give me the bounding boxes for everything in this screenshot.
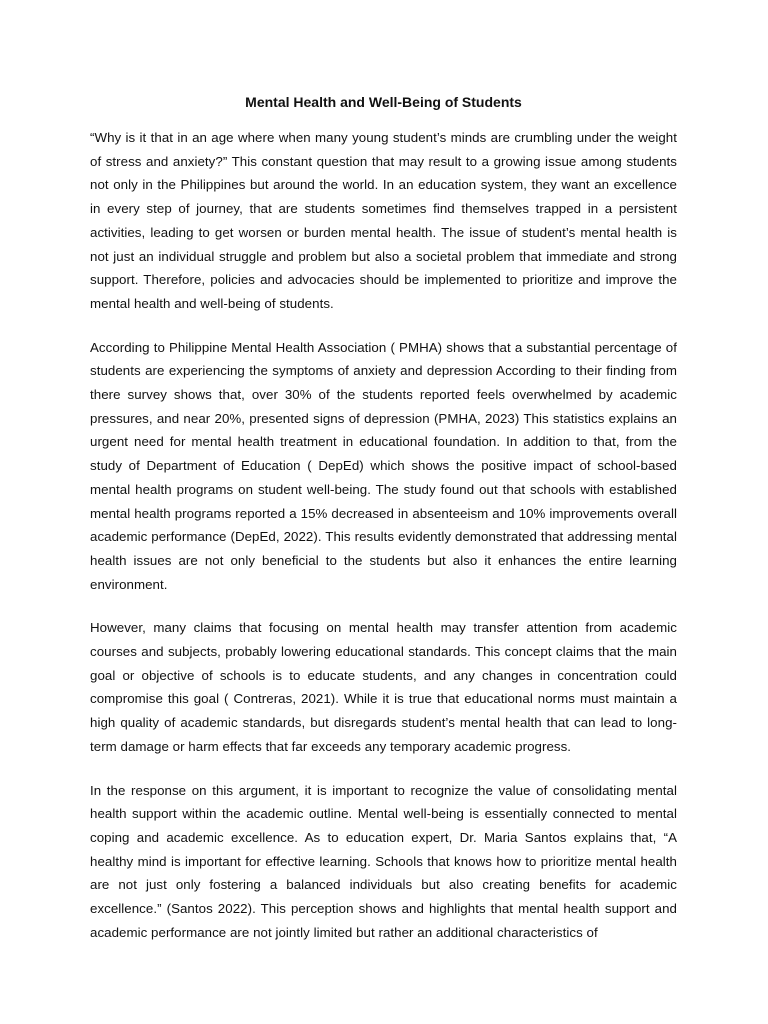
paragraph-2: According to Philippine Mental Health Association ( PMHA) shows that a substantial percentage of students are experiencing the symptoms of anxiety and depression According to their finding from there survey shows that, over 30% of the students reported feels overwhelmed by academic pressures, and near 20%, presented signs of depression (PMHA, 2023) This statistics explains an urgent need for mental health treatment in educational foundation. In addition to that, from the study of Department of Education ( DepEd) which shows the positive impact of school-based mental health programs on student well-being. The study found out that schools with established mental health programs reported a 15% decreased in absenteeism and 10% improvements overall academic performance (DepEd, 2022). This results evidently demonstrated that addressing mental health issues are not only beneficial to the students but also it enhances the entire learning environment. (90, 339, 677, 592)
paragraph-4: In the response on this argument, it is important to recognize the value of consolidating mental health support within the academic outline. Mental well-being is essentially connected to mental coping and academic excellence. As to education expert, Dr. Maria Santos explains that, “A healthy mind is important for effective learning. Schools that knows how to prioritize mental health are not just only fostering a balanced individuals but also creating benefits for academic excellence.” (Santos 2022). This perception shows and highlights that mental health support and academic performance are not jointly limited but rather an additional characteristics of (90, 782, 677, 940)
document-page (90, 92, 677, 965)
paragraph-3: However, many claims that focusing on mental health may transfer attention from academic courses and subjects, probably lowering educational standards. This concept claims that the main goal or objective of schools is to educate students, and any changes in concentration could compromise this goal ( Contreras, 2021). While it is true that educational norms must maintain a high quality of academic standards, but disregards student’s mental health that can lead to long-term damage or harm effects that far exceeds any temporary academic progress. (90, 620, 677, 754)
document-title: Mental Health and Well-Being of Students (245, 94, 522, 110)
paragraph-1: “Why is it that in an age where when many young student’s minds are crumbling under the weight of stress and anxiety?” This constant question that may result to a growing issue among students not only in the Philippines but around the world. In an education system, they want an excellence in every step of journey, that are students sometimes find themselves trapped in a persistent activities, leading to get worsen or burden mental health. The issue of student’s mental health is not just an individual struggle and problem but also a societal problem that immediate and strong support. Therefore, policies and advocacies should be implemented to prioritize and improve the mental health and well-being of students. (90, 130, 677, 311)
